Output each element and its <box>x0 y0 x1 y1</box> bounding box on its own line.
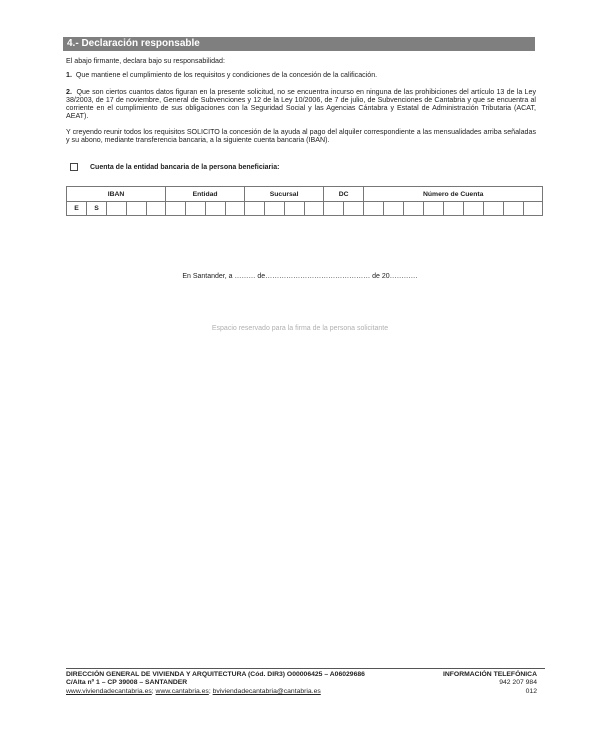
phone-number: 942 207 984 <box>499 679 537 687</box>
sucursal-header: Sucursal <box>245 187 324 202</box>
declaration-item-1 <box>66 71 536 79</box>
link-email[interactable]: bviviendadecantabria@cantabria.es <box>212 687 321 695</box>
link-viviendadecantabria[interactable]: www.viviendadecantabria.es <box>66 687 152 695</box>
section-title: 4.- Declaración responsable <box>63 37 535 51</box>
cuenta-digit-cell[interactable] <box>404 202 424 216</box>
bank-account-checkbox-row <box>70 163 279 171</box>
entidad-digit-cell[interactable] <box>226 202 245 216</box>
iban-digit-cell[interactable] <box>147 202 166 216</box>
entidad-digit-cell[interactable] <box>186 202 206 216</box>
sucursal-digit-cell[interactable] <box>285 202 305 216</box>
item-number: 2. <box>66 88 72 96</box>
iban-digit-cell[interactable] <box>107 202 127 216</box>
footer-left <box>66 671 365 696</box>
item-number: 1. <box>66 71 72 79</box>
org-code: Cód. DIR3) O00006425 – A06029686 <box>250 671 365 678</box>
declaration-item-2 <box>66 88 536 120</box>
entidad-digit-cell[interactable] <box>166 202 186 216</box>
cuenta-digit-cell[interactable] <box>484 202 504 216</box>
entidad-digit-cell[interactable] <box>206 202 226 216</box>
bank-account-label: Cuenta de la entidad bancaria de la persona beneficiaria: <box>90 163 280 171</box>
footer-divider <box>66 668 545 669</box>
table-header-row <box>67 187 543 202</box>
bank-account-table <box>66 186 543 216</box>
item-text: Que mantiene el cumplimiento de los requisitos y condiciones de la concesión de la calificación. <box>75 71 378 79</box>
sucursal-digit-cell[interactable] <box>245 202 265 216</box>
cuenta-digit-cell[interactable] <box>424 202 444 216</box>
cuenta-digit-cell[interactable] <box>524 202 543 216</box>
dc-header: DC <box>324 187 364 202</box>
numero-cuenta-header: Número de Cuenta <box>364 187 543 202</box>
sucursal-digit-cell[interactable] <box>265 202 285 216</box>
cuenta-digit-cell[interactable] <box>384 202 404 216</box>
dc-digit-cell[interactable] <box>324 202 344 216</box>
entidad-header: Entidad <box>166 187 245 202</box>
place-date-line[interactable]: En Santander, a ……… de……………………………………… de 20………… <box>182 273 418 280</box>
signature-space[interactable]: Espacio reservado para la firma de la persona solicitante <box>211 325 389 332</box>
iban-prefix-e: E <box>67 202 87 216</box>
phone-label: INFORMACIÓN TELEFÓNICA <box>442 671 537 678</box>
org-name: DIRECCIÓN GENERAL DE VIVIENDA Y ARQUITECTURA ( <box>66 671 251 678</box>
cuenta-digit-cell[interactable] <box>464 202 484 216</box>
cuenta-digit-cell[interactable] <box>364 202 384 216</box>
link-cantabria[interactable]: www.cantabria.es <box>155 687 209 695</box>
dc-digit-cell[interactable] <box>344 202 364 216</box>
cuenta-digit-cell[interactable] <box>504 202 524 216</box>
item-text: Que son ciertos cuantos datos figuran en la presente solicitud, no se encuentra incurso en ninguna de las prohibiciones del artículo 13 de la Ley 38/2003, de 17 de noviembre, General de Subvenciones y 12 de la Ley 10/2006, de 7 de julio, de Subvenciones de Cantabria y que se encuentra al corriente en el cumplimiento de sus obligaciones con la Seguridad Social y las Agencias Cántabra y Estatal de Administración Tributaria (ACAT, AEAT). <box>66 88 536 121</box>
iban-digit-cell[interactable] <box>127 202 147 216</box>
sucursal-digit-cell[interactable] <box>305 202 324 216</box>
footer-links <box>66 688 365 696</box>
cuenta-digit-cell[interactable] <box>444 202 464 216</box>
solicito-text: Y creyendo reunir todos los requisitos SOLICITO la concesión de la ayuda al pago del alquiler correspondiente a las mensualidades arriba señaladas y su abono, mediante transferencia bancaria, a la siguiente cuenta bancaria (IBAN). <box>66 128 536 145</box>
footer-address: C/Alta nº 1 – CP 39008 – SANTANDER <box>66 679 188 687</box>
footer-right <box>443 671 537 696</box>
link-separator: ; <box>151 687 156 695</box>
link-separator: ; <box>208 687 213 695</box>
form-code: 012 <box>525 687 537 695</box>
iban-prefix-s: S <box>87 202 107 216</box>
footer-organization <box>66 671 365 679</box>
table-input-row <box>67 202 543 216</box>
iban-header: IBAN <box>67 187 166 202</box>
bank-account-checkbox[interactable] <box>70 163 78 171</box>
intro-text: El abajo firmante, declara bajo su responsabilidad: <box>66 57 225 65</box>
